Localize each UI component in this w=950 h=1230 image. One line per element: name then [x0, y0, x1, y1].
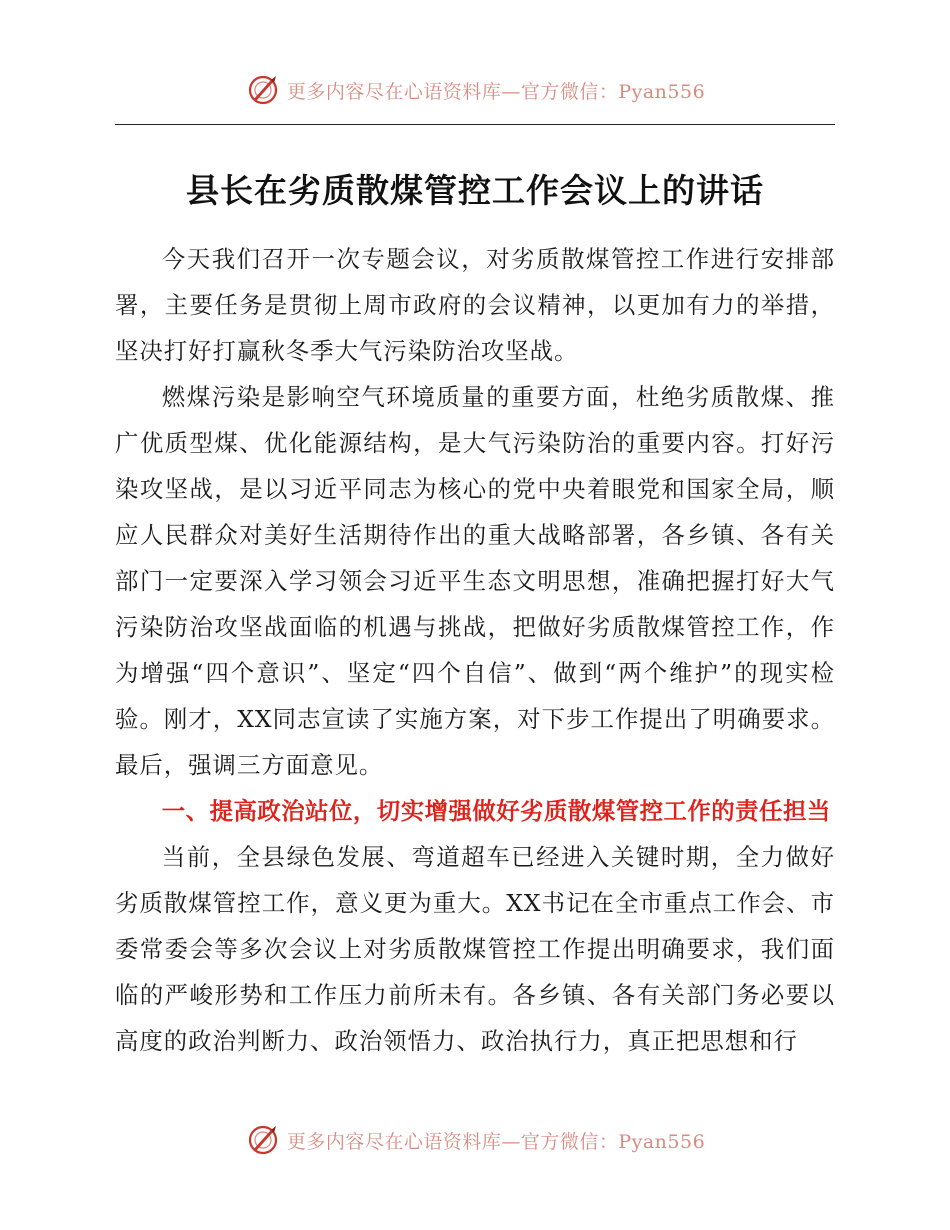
footer-banner [0, 1120, 950, 1160]
footer-banner-text: 更多内容尽在心语资料库—官方微信：Pyan556 [286, 1130, 706, 1153]
quill-logo-icon [245, 1122, 281, 1158]
header-banner [0, 70, 950, 110]
header-divider [115, 124, 835, 125]
body-paragraph-2: 燃煤污染是影响空气环境质量的重要方面，杜绝劣质散煤、推广优质型煤、优化能源结构，是大气污染防治的重要内容。打好污染攻坚战，是以习近平同志为核心的党中央着眼党和国家全局，顺应人民群众对美好生活期待作出的重大战略部署，各乡镇、各有关部门一定要深入学习领会习近平生态文明思想，准确把握打好大气污染防治攻坚战面临的机遇与挑战，把做好劣质散煤管控工作，作为增强“四个意识”、坚定“四个自信”、做到“两个维护”的现实检验。刚才，XX同志宣读了实施方案，对下步工作提出了明确要求。最后，强调三方面意见。 [115, 383, 835, 779]
document-body [115, 236, 835, 1064]
body-paragraph-1: 今天我们召开一次专题会议，对劣质散煤管控工作进行安排部署，主要任务是贯彻上周市政府的会议精神，以更加有力的举措，坚决打好打赢秋冬季大气污染防治攻坚战。 [115, 245, 835, 365]
section-paragraph-1: 当前，全县绿色发展、弯道超车已经进入关键时期，全力做好劣质散煤管控工作，意义更为重大。XX书记在全市重点工作会、市委常委会等多次会议上对劣质散煤管控工作提出明确要求，我们面临的严峻形势和工作压力前所未有。各乡镇、各有关部门务必要以高度的政治判断力、政治领悟力、政治执行力，真正把思想和行 [115, 843, 835, 1055]
document-title: 县长在劣质散煤管控工作会议上的讲话 [186, 171, 764, 210]
header-banner-text: 更多内容尽在心语资料库—官方微信：Pyan556 [286, 80, 706, 103]
quill-logo-icon [245, 72, 281, 108]
section-heading-1: 一、提高政治站位，切实增强做好劣质散煤管控工作的责任担当 [161, 797, 831, 825]
